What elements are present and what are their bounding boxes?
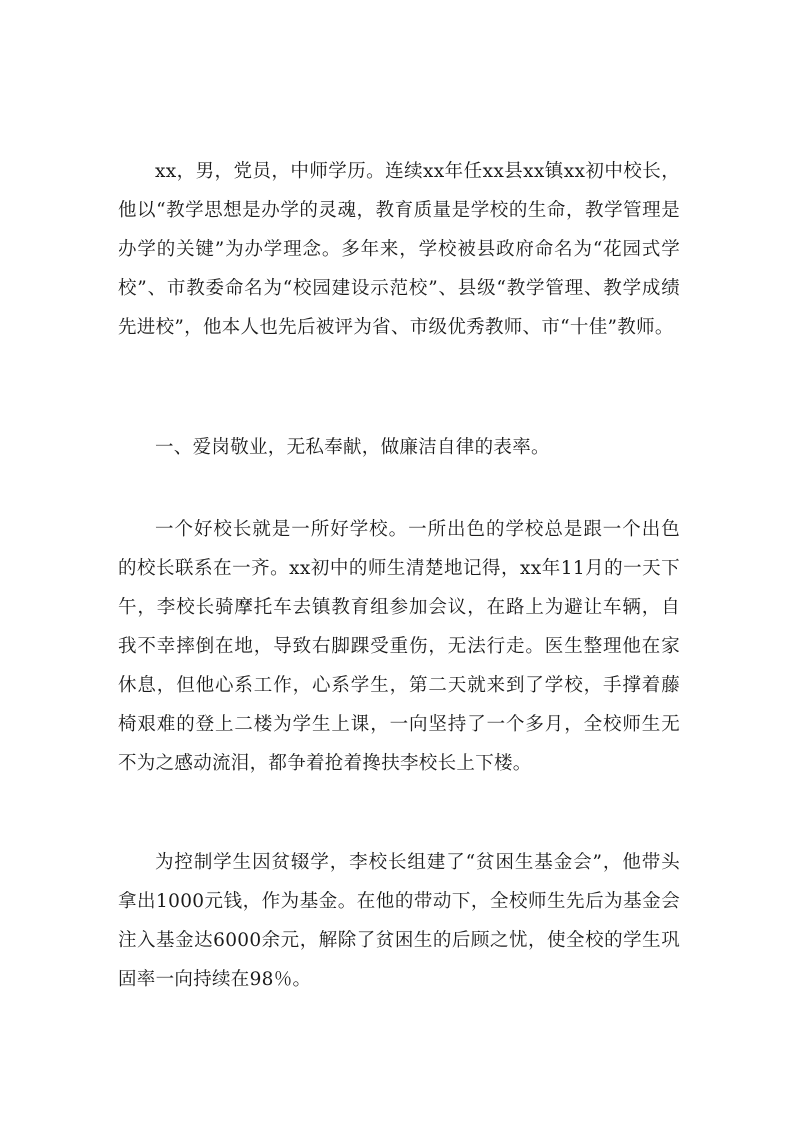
intro-paragraph: xx，男，党员，中师学历。连续xx年任xx县xx镇xx初中校长，他以“教学思想是办学的灵魂，教育质量是学校的生命，教学管理是办学的关键”为办学理念。多年来，学校被县政府命名为“花园式学校”、市教委命名为“校园建设示范校”、县级“教学管理、教学成绩先进校”，他本人也先后被评为省、市级优秀教师、市“十佳”教师。 [118, 161, 680, 338]
section-heading: 一、爱岗敬业，无私奉献，做廉洁自律的表率。 [155, 437, 550, 458]
story-paragraph: 一个好校长就是一所好学校。一所出色的学校总是跟一个出色的校长联系在一齐。xx初中的师生清楚地记得，xx年11月的一天下午，李校长骑摩托车去镇教育组参加会议，在路上为避让车辆，自我不幸摔倒在地，导致右脚踝受重伤，无法行走。医生整理他在家休息，但他心系工作，心系学生，第二天就来到了学校，手撑着藤椅艰难的登上二楼为学生上课，一向坚持了一个多月，全校师生无不为之感动流泪，都争着抢着搀扶李校长上下楼。 [118, 519, 680, 774]
fund-paragraph: 为控制学生因贫辍学，李校长组建了“贫困生基金会”，他带头拿出1000元钱，作为基金。在他的带动下，全校师生先后为基金会注入基金达6000余元，解除了贫困生的后顾之忧，使全校的学生巩固率一向持续在98％。 [118, 852, 680, 990]
